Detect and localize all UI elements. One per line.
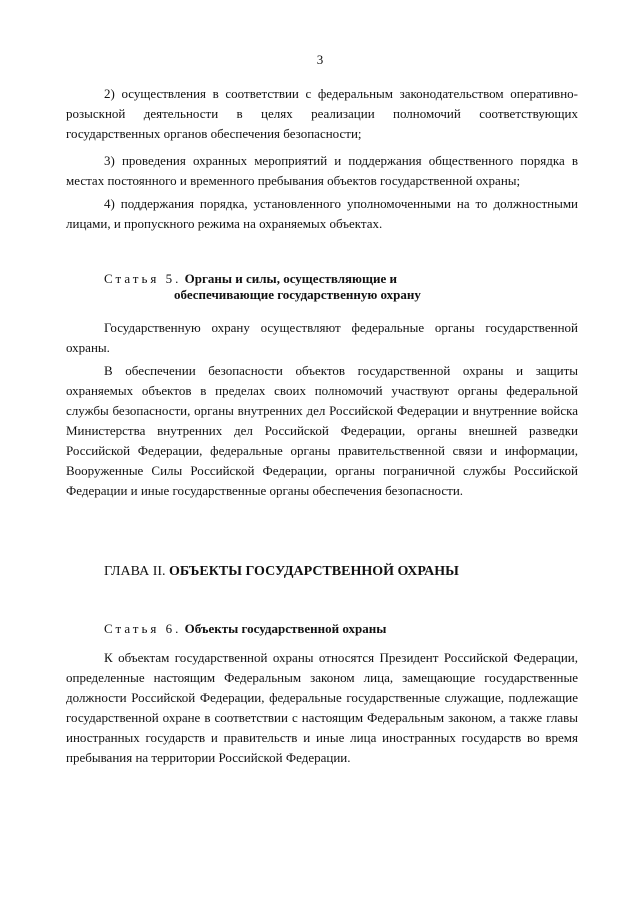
article-5-label: Статья 5.	[104, 271, 182, 286]
article-5-paragraph-1: Государственную охрану осуществляют федеральные органы государственной охраны.	[66, 320, 578, 355]
article-5-paragraph-2: В обеспечении безопасности объектов государственной охраны и защиты охраняемых объектов в пределах своих полномочий участвуют органы федеральной службы безопасности, органы внутренних дел Российской Федерации и внутренние войска Министерства внутренних дел Российской Федерации, органы внешней разведки Российской Федерации, федеральные органы правительственной связи и информации, Вооруженные Силы Российской Федерации, органы пограничной службы Российской Федерации и иные государственные органы обеспечения безопасности.	[66, 363, 578, 498]
chapter-2-title: ОБЪЕКТЫ ГОСУДАРСТВЕННОЙ ОХРАНЫ	[169, 564, 459, 579]
article-5-title-line1: Органы и силы, осуществляющие и	[184, 271, 397, 286]
article-6-heading	[104, 621, 584, 637]
item-4-paragraph: 4) поддержания порядка, установленного уполномоченными на то должностными лицами, и пропускного режима на охраняемых объектах.	[66, 196, 578, 231]
article-5-heading	[104, 271, 584, 303]
chapter-2-label: ГЛАВА II.	[104, 564, 166, 579]
item-2-paragraph: 2) осуществления в соответствии с федеральным законодательством оперативно-розыскной деятельности в целях реализации полномочий соответствующих государственных органов обеспечения безопасности;	[66, 86, 578, 141]
page-number: 3	[316, 52, 324, 67]
item-3-paragraph: 3) проведения охранных мероприятий и поддержания общественного порядка в местах постоянного и временного пребывания объектов государственной охраны;	[66, 153, 578, 188]
article-6-paragraph: К объектам государственной охраны относятся Президент Российской Федерации, определенные настоящим Федеральным законом лица, замещающие государственные должности Российской Федерации, федеральные государственные служащие, подлежащие государственной охране в соответствии с настоящим Федеральным законом, а также главы иностранных государств и правительств и иные лица иностранных государств во время пребывания на территории Российской Федерации.	[66, 650, 578, 765]
article-6-label: Статья 6.	[104, 621, 182, 636]
article-5-title-line2: обеспечивающие государственную охрану	[174, 287, 421, 302]
article-6-title: Объекты государственной охраны	[184, 621, 387, 636]
chapter-2-heading	[104, 563, 584, 581]
